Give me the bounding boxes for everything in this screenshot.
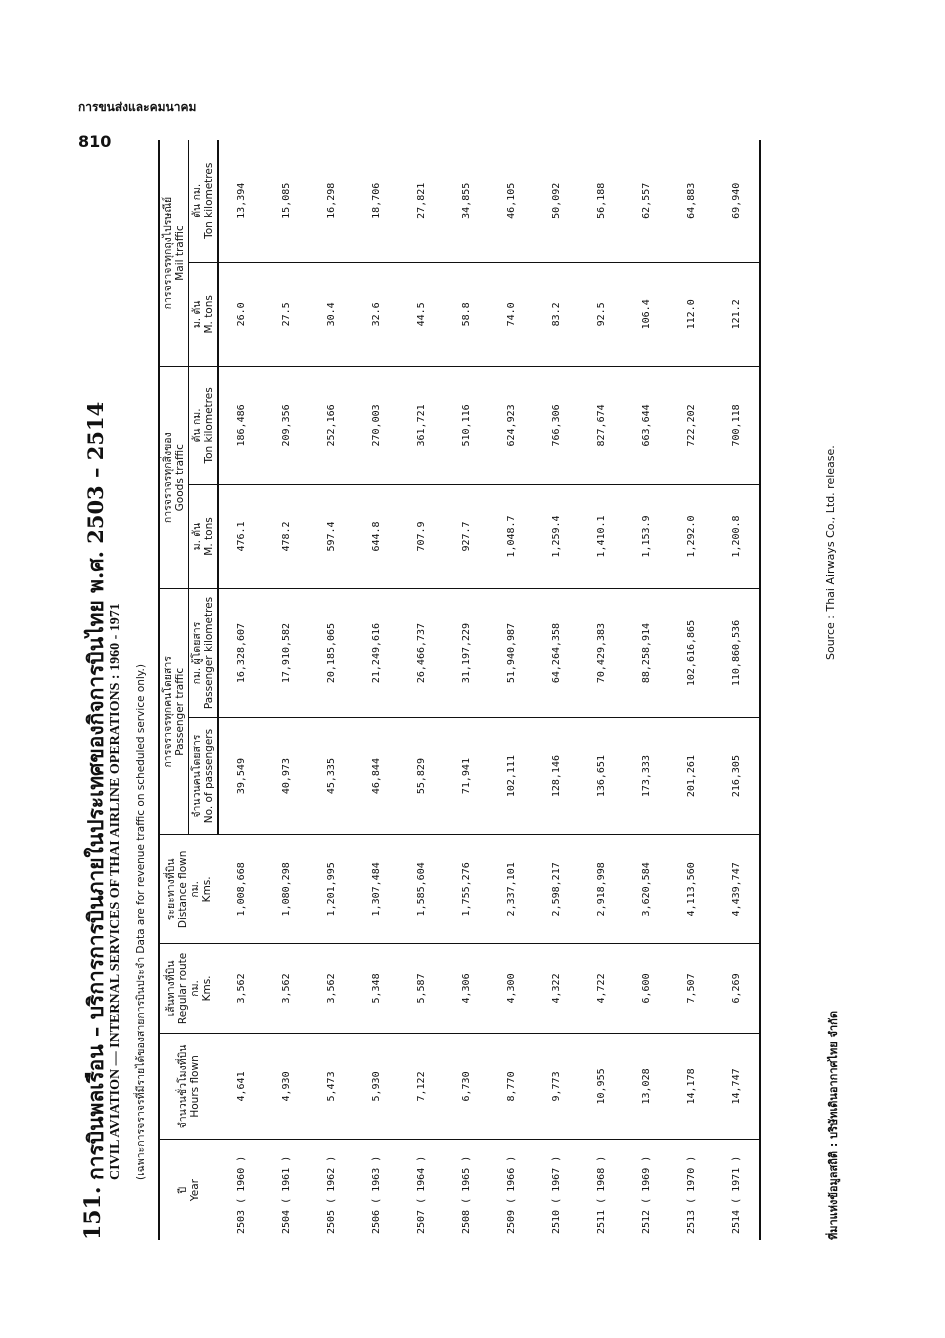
cell-goods-ton-km: 186,486 — [218, 367, 264, 485]
cell-goods-tons: 597.4 — [309, 484, 354, 589]
cell-mail-tons: 26.0 — [218, 262, 264, 367]
header-hours — [159, 1033, 218, 1140]
table-row — [218, 140, 264, 1240]
table-row — [309, 140, 354, 1240]
header-passenger-count-th: จำนวนคนโดยสาร — [191, 734, 204, 818]
table-row — [489, 140, 534, 1240]
cell-distance-km: 1,307,484 — [354, 835, 399, 944]
cell-passengers: 102,111 — [489, 717, 534, 835]
table-body — [218, 140, 760, 1240]
cell-distance-km: 2,598,217 — [534, 835, 579, 944]
cell-goods-tons: 1,410.1 — [579, 484, 624, 589]
table-row — [264, 140, 309, 1240]
title-english: CIVIL AVIATION — INTERNAL SERVICES OF THAI AIRLINE OPERATIONS : 1960 - 1971 — [108, 603, 123, 1180]
cell-mail-tons: 30.4 — [309, 262, 354, 367]
cell-passenger-km: 20,185,065 — [309, 589, 354, 718]
cell-passengers: 201,261 — [669, 717, 714, 835]
cell-hours-flown: 13,028 — [624, 1033, 669, 1140]
cell-mail-tons: 74.0 — [489, 262, 534, 367]
cell-mail-tons: 27.5 — [264, 262, 309, 367]
cell-passengers: 128,146 — [534, 717, 579, 835]
header-hours-th: จำนวนชั่วโมงที่บิน — [177, 1044, 190, 1129]
table-row — [714, 140, 760, 1240]
cell-hours-flown: 5,473 — [309, 1033, 354, 1140]
cell-passengers: 45,335 — [309, 717, 354, 835]
cell-mail-ton-km: 27,821 — [399, 140, 444, 262]
table-row — [579, 140, 624, 1240]
cell-passengers: 216,305 — [714, 717, 760, 835]
cell-mail-ton-km: 64,883 — [669, 140, 714, 262]
cell-passenger-km: 102,616,865 — [669, 589, 714, 718]
cell-year: 2503 ( 1960 ) — [235, 1155, 247, 1234]
cell-passenger-km: 51,940,987 — [489, 589, 534, 718]
cell-hours-flown: 10,955 — [579, 1033, 624, 1140]
header-passenger-count — [189, 717, 219, 835]
cell-hours-flown: 8,770 — [489, 1033, 534, 1140]
header-goods-tons-th: ม. ตัน — [191, 522, 204, 551]
cell-passengers: 39,549 — [218, 717, 264, 835]
cell-passenger-km: 26,466,737 — [399, 589, 444, 718]
cell-mail-ton-km: 34,855 — [444, 140, 489, 262]
header-passenger-km-th: กม. ผู้โดยสาร — [191, 621, 204, 685]
header-route-th: เส้นทางที่บิน — [165, 960, 177, 1017]
header-passenger-km — [189, 589, 219, 718]
header-mail-tons — [189, 262, 219, 367]
header-mail — [159, 140, 189, 367]
cell-distance-km: 1,755,276 — [444, 835, 489, 944]
header-route-unit-en: Kms. — [201, 975, 214, 1002]
table-row — [354, 140, 399, 1240]
cell-passenger-km: 21,249,616 — [354, 589, 399, 718]
header-route — [159, 944, 218, 1033]
header-passenger — [159, 589, 189, 835]
table-row — [444, 140, 489, 1240]
cell-goods-tons: 707.9 — [399, 484, 444, 589]
cell-year: 2514 ( 1971 ) — [714, 1140, 760, 1240]
header-year-th: ปี — [177, 1186, 190, 1194]
table-number: 151. — [80, 1186, 106, 1240]
cell-goods-ton-km: 700,118 — [714, 367, 760, 485]
cell-route-km: 4,722 — [579, 944, 624, 1033]
header-hours-en: Hours flown — [189, 1055, 202, 1118]
cell-goods-ton-km: 510,116 — [444, 367, 489, 485]
table-row — [669, 140, 714, 1240]
cell-distance-km: 1,080,298 — [264, 835, 309, 944]
cell-mail-tons: 44.5 — [399, 262, 444, 367]
cell-passenger-km: 110,860,536 — [714, 589, 760, 718]
cell-goods-ton-km: 722,202 — [669, 367, 714, 485]
cell-hours-flown: 14,178 — [669, 1033, 714, 1140]
header-mail-th: การจราจรทุกถุงไปรษณีย์ — [162, 196, 174, 310]
cell-hours-flown: 9,773 — [534, 1033, 579, 1140]
cell-passenger-km: 88,258,914 — [624, 589, 669, 718]
header-goods — [159, 367, 189, 589]
cell-goods-tons: 478.2 — [264, 484, 309, 589]
cell-mail-ton-km: 18,706 — [354, 140, 399, 262]
page-number: 810 — [78, 132, 112, 151]
cell-hours-flown: 7,122 — [399, 1033, 444, 1140]
cell-mail-ton-km: 62,557 — [624, 140, 669, 262]
cell-goods-ton-km: 252,166 — [309, 367, 354, 485]
source-thai: ที่มาแห่งข้อมูลสถิติ : บริษัทเดินอากาศไทย จำกัด — [827, 1011, 840, 1240]
cell-goods-ton-km: 361,721 — [399, 367, 444, 485]
header-passenger-th: การจราจรทุกคนโดยสาร — [162, 656, 174, 768]
header-distance-th: ระยะทางที่บิน — [165, 858, 177, 921]
cell-passenger-km: 16,328,607 — [218, 589, 264, 718]
cell-goods-tons: 927.7 — [444, 484, 489, 589]
header-goods-th: การจราจรทุกสิ่งของ — [162, 432, 174, 524]
cell-goods-tons: 1,200.8 — [714, 484, 760, 589]
header-goods-en: Goods traffic — [174, 444, 187, 512]
cell-year: 2505 ( 1962 ) — [326, 1155, 338, 1234]
cell-goods-ton-km: 766,306 — [534, 367, 579, 485]
cell-passenger-km: 31,197,229 — [444, 589, 489, 718]
table-row — [624, 140, 669, 1240]
cell-year: 2504 ( 1961 ) — [281, 1155, 293, 1234]
cell-mail-ton-km: 13,394 — [218, 140, 264, 262]
header-route-en: Regular route — [177, 952, 190, 1025]
cell-hours-flown: 6,730 — [444, 1033, 489, 1140]
header-passenger-count-en: No. of passengers — [203, 728, 216, 824]
cell-route-km: 3,562 — [218, 944, 264, 1033]
cell-goods-ton-km: 827,674 — [579, 367, 624, 485]
cell-route-km: 4,306 — [444, 944, 489, 1033]
cell-route-km: 4,322 — [534, 944, 579, 1033]
header-year — [159, 1140, 218, 1240]
cell-route-km: 3,562 — [264, 944, 309, 1033]
cell-goods-tons: 1,048.7 — [489, 484, 534, 589]
cell-mail-ton-km: 69,940 — [714, 140, 760, 262]
cell-year: 2511 ( 1968 ) — [596, 1155, 608, 1234]
header-distance — [159, 835, 218, 944]
source-english: Source : Thai Airways Co., Ltd. release. — [824, 445, 837, 660]
cell-passengers: 46,844 — [354, 717, 399, 835]
cell-distance-km: 1,585,604 — [399, 835, 444, 944]
cell-year: 2510 ( 1967 ) — [551, 1155, 563, 1234]
cell-goods-tons: 476.1 — [218, 484, 264, 589]
cell-goods-ton-km: 209,356 — [264, 367, 309, 485]
aviation-table — [158, 140, 761, 1240]
cell-mail-tons: 121.2 — [714, 262, 760, 367]
cell-mail-tons: 83.2 — [534, 262, 579, 367]
cell-route-km: 3,562 — [309, 944, 354, 1033]
title-note: (เฉพาะการจราจรที่มีรายได้ของสายการบินประจำ Data are for revenue traffic on scheduled service only.) — [135, 664, 147, 1180]
rotated-table-page — [80, 140, 850, 1240]
cell-hours-flown: 5,930 — [354, 1033, 399, 1140]
cell-mail-ton-km: 16,298 — [309, 140, 354, 262]
header-goods-tonkm — [189, 367, 219, 485]
cell-goods-tons: 1,153.9 — [624, 484, 669, 589]
cell-distance-km: 2,918,998 — [579, 835, 624, 944]
table-row — [399, 140, 444, 1240]
cell-mail-ton-km: 56,188 — [579, 140, 624, 262]
cell-distance-km: 3,620,584 — [624, 835, 669, 944]
header-goods-tons — [189, 484, 219, 589]
cell-goods-tons: 644.8 — [354, 484, 399, 589]
header-mail-tons-en: M. tons — [203, 295, 216, 334]
cell-year: 2507 ( 1964 ) — [416, 1155, 428, 1234]
cell-mail-ton-km: 15,085 — [264, 140, 309, 262]
cell-hours-flown: 4,930 — [264, 1033, 309, 1140]
header-year-en: Year — [189, 1179, 202, 1202]
cell-mail-ton-km: 46,105 — [489, 140, 534, 262]
header-goods-tonkm-en: Ton kilometres — [203, 387, 216, 464]
header-mail-tonkm — [189, 140, 219, 262]
header-goods-tons-en: M. tons — [203, 517, 216, 556]
cell-year: 2512 ( 1969 ) — [641, 1155, 653, 1234]
cell-year: 2513 ( 1970 ) — [686, 1155, 698, 1234]
cell-mail-tons: 112.0 — [669, 262, 714, 367]
cell-passengers: 71,941 — [444, 717, 489, 835]
running-head: การขนส่งและคมนาคม — [78, 100, 197, 114]
cell-distance-km: 4,113,560 — [669, 835, 714, 944]
cell-mail-tons: 58.8 — [444, 262, 489, 367]
header-distance-unit-th: กม. — [189, 881, 202, 898]
header-passenger-km-en: Passenger kilometres — [203, 596, 216, 710]
cell-mail-tons: 106.4 — [624, 262, 669, 367]
cell-route-km: 6,269 — [714, 944, 760, 1033]
cell-mail-tons: 32.6 — [354, 262, 399, 367]
cell-route-km: 6,600 — [624, 944, 669, 1033]
cell-goods-tons: 1,259.4 — [534, 484, 579, 589]
header-route-unit-th: กม. — [189, 980, 202, 997]
header-mail-tonkm-th: ตัน กม. — [191, 183, 204, 218]
cell-year: 2509 ( 1966 ) — [506, 1155, 518, 1234]
cell-distance-km: 4,439,747 — [714, 835, 760, 944]
cell-passenger-km: 17,910,582 — [264, 589, 309, 718]
cell-distance-km: 1,008,668 — [218, 835, 264, 944]
cell-route-km: 7,507 — [669, 944, 714, 1033]
header-distance-unit-en: Kms. — [201, 876, 214, 903]
cell-passengers: 55,829 — [399, 717, 444, 835]
header-mail-en: Mail traffic — [174, 225, 187, 281]
cell-distance-km: 2,337,101 — [489, 835, 534, 944]
cell-goods-ton-km: 624,923 — [489, 367, 534, 485]
cell-goods-ton-km: 270,003 — [354, 367, 399, 485]
header-passenger-en: Passenger traffic — [174, 667, 187, 756]
table-row — [534, 140, 579, 1240]
header-mail-tons-th: ม. ตัน — [191, 300, 204, 329]
cell-goods-ton-km: 663,644 — [624, 367, 669, 485]
cell-distance-km: 1,201,995 — [309, 835, 354, 944]
cell-passengers: 136,651 — [579, 717, 624, 835]
header-distance-en: Distance flown — [177, 850, 190, 929]
cell-route-km: 5,587 — [399, 944, 444, 1033]
cell-route-km: 5,348 — [354, 944, 399, 1033]
cell-year: 2506 ( 1963 ) — [371, 1155, 383, 1234]
cell-passenger-km: 64,264,358 — [534, 589, 579, 718]
cell-passenger-km: 70,429,383 — [579, 589, 624, 718]
cell-passengers: 173,333 — [624, 717, 669, 835]
cell-mail-tons: 92.5 — [579, 262, 624, 367]
cell-route-km: 4,300 — [489, 944, 534, 1033]
header-goods-tonkm-th: ตัน กม. — [191, 408, 204, 443]
title-thai: การบินพลเรือน – บริการการบินภายในประเทศของกิจการบินไทย พ.ศ. 2503 – 2514 — [83, 401, 108, 1180]
cell-year: 2508 ( 1965 ) — [461, 1155, 473, 1234]
cell-passengers: 40,973 — [264, 717, 309, 835]
header-mail-tonkm-en: Ton kilometres — [203, 162, 216, 239]
cell-mail-ton-km: 50,092 — [534, 140, 579, 262]
cell-goods-tons: 1,292.0 — [669, 484, 714, 589]
cell-hours-flown: 14,747 — [714, 1033, 760, 1140]
cell-hours-flown: 4,641 — [218, 1033, 264, 1140]
